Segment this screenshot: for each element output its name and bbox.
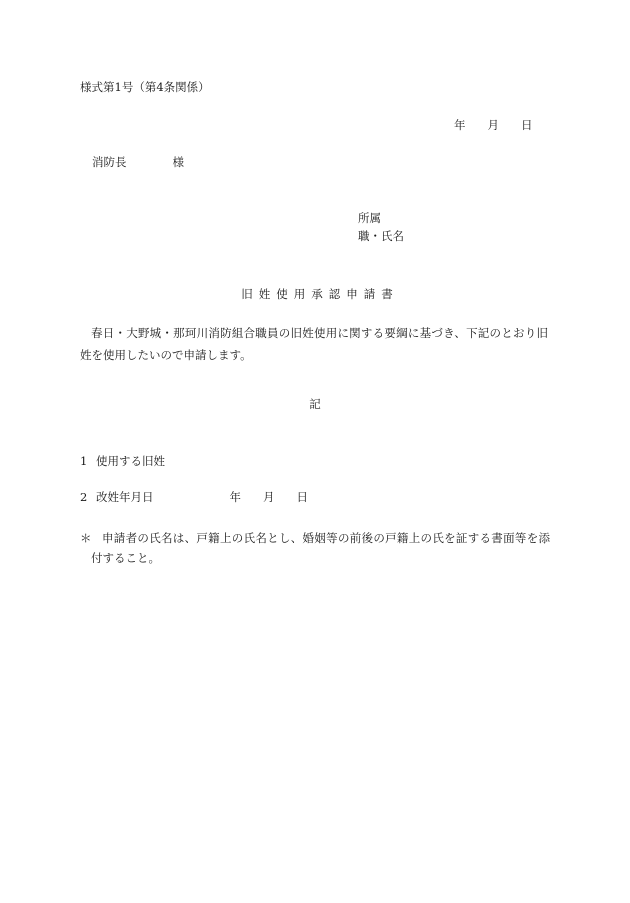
change-day-label: 日 (296, 490, 308, 504)
applicant-position-name-label: 職・氏名 (358, 229, 404, 243)
item-former-surname (80, 456, 165, 468)
application-date (454, 120, 533, 132)
item-label: 改姓年月日 (96, 490, 154, 504)
form-number: 様式第1号（第4条関係） (80, 80, 210, 94)
item-name-change-date (80, 492, 308, 504)
addressee-honorific: 様 (172, 155, 184, 169)
note-asterisk: ＊ (80, 531, 92, 545)
applicant-department-label: 所属 (358, 211, 381, 225)
item-label: 使用する旧姓 (96, 454, 165, 468)
date-month-label: 月 (487, 118, 499, 132)
addressee (92, 157, 184, 169)
date-day-label: 日 (521, 118, 533, 132)
item-number: 2 (80, 490, 88, 504)
change-month-label: 月 (263, 490, 275, 504)
application-statement: 春日・大野城・那珂川消防組合職員の旧姓使用に関する要綱に基づき、下記のとおり旧姓を使用したいので申請します。 (80, 326, 548, 362)
document-title: 旧姓使用承認申請書 (241, 287, 399, 301)
ki-heading: 記 (309, 397, 321, 411)
addressee-title: 消防長 (92, 155, 127, 169)
change-year-label: 年 (229, 490, 241, 504)
attachment-note (80, 528, 550, 568)
note-text: 申請者の氏名は、戸籍上の氏名とし、婚姻等の前後の戸籍上の氏を証する書面等を添付すること。 (91, 531, 550, 565)
date-year-label: 年 (454, 118, 466, 132)
item-number: 1 (80, 454, 88, 468)
